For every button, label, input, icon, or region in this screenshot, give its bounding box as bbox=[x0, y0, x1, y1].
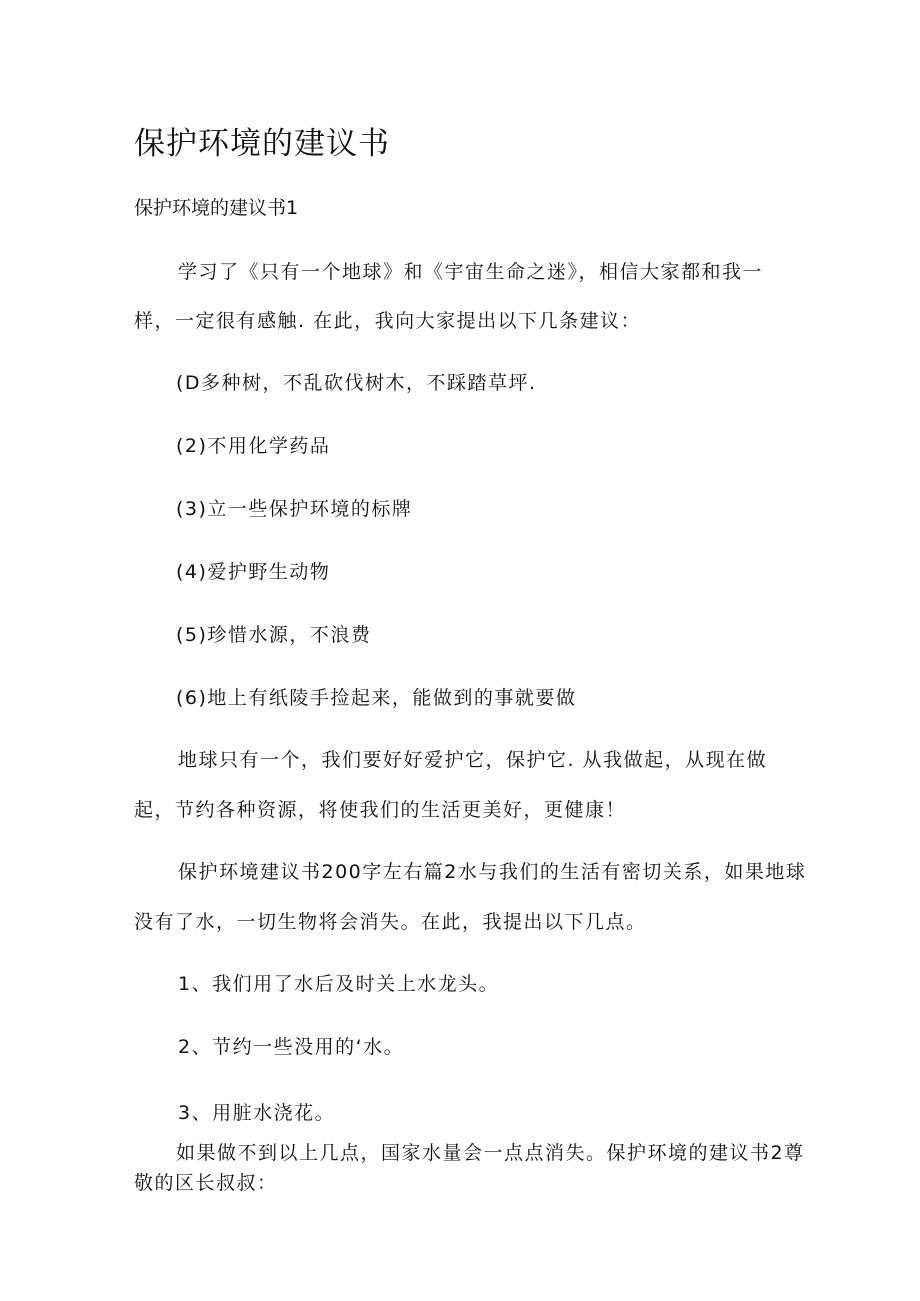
paragraph-1-line-1: 学习了《只有一个地球》和《宇宙生命之迷》，相信大家都和我一 bbox=[178, 261, 764, 283]
suggestion-item-1: (D多种树，不乱砍伐树木，不踩踏草坪. bbox=[176, 372, 537, 394]
paragraph-2-line-2: 起，节约各种资源，将使我们的生活更美好，更健康！ bbox=[134, 799, 627, 821]
paragraph-3-line-1: 保护环境建议书200字左右篇2水与我们的生活有密切关系，如果地球 bbox=[178, 861, 807, 883]
suggestion-item-5: (5)珍惜水源，不浪费 bbox=[176, 624, 372, 646]
point-item-3: 3、用脏水浇花。 bbox=[178, 1102, 336, 1124]
suggestion-item-3: (3)立一些保护环境的标牌 bbox=[176, 498, 413, 520]
suggestion-item-4: (4)爱护野生动物 bbox=[176, 561, 331, 583]
point-item-2: 2、节约一些没用的‘水。 bbox=[178, 1036, 405, 1058]
paragraph-1-line-2: 样，一定很有感触. 在此，我向大家提出以下几条建议： bbox=[134, 310, 642, 332]
paragraph-2-line-1: 地球只有一个，我们要好好爱护它，保护它. 从我做起，从现在做 bbox=[178, 749, 768, 771]
paragraph-4-line-2: 敬的区长叔叔： bbox=[134, 1172, 278, 1194]
paragraph-4-line-1: 如果做不到以上几点，国家水量会一点点消失。保护环境的建议书2尊 bbox=[176, 1142, 805, 1164]
point-item-1: 1、我们用了水后及时关上水龙头。 bbox=[178, 973, 500, 995]
section-heading: 保护环境的建议书1 bbox=[134, 197, 299, 219]
suggestion-item-2: (2)不用化学药品 bbox=[176, 435, 331, 457]
suggestion-item-6: (6)地上有纸陵手捡起来，能做到的事就要做 bbox=[176, 687, 577, 709]
paragraph-3-line-2: 没有了水，一切生物将会消失。在此，我提出以下几点。 bbox=[134, 911, 647, 933]
document-title: 保护环境的建议书 bbox=[134, 126, 390, 162]
